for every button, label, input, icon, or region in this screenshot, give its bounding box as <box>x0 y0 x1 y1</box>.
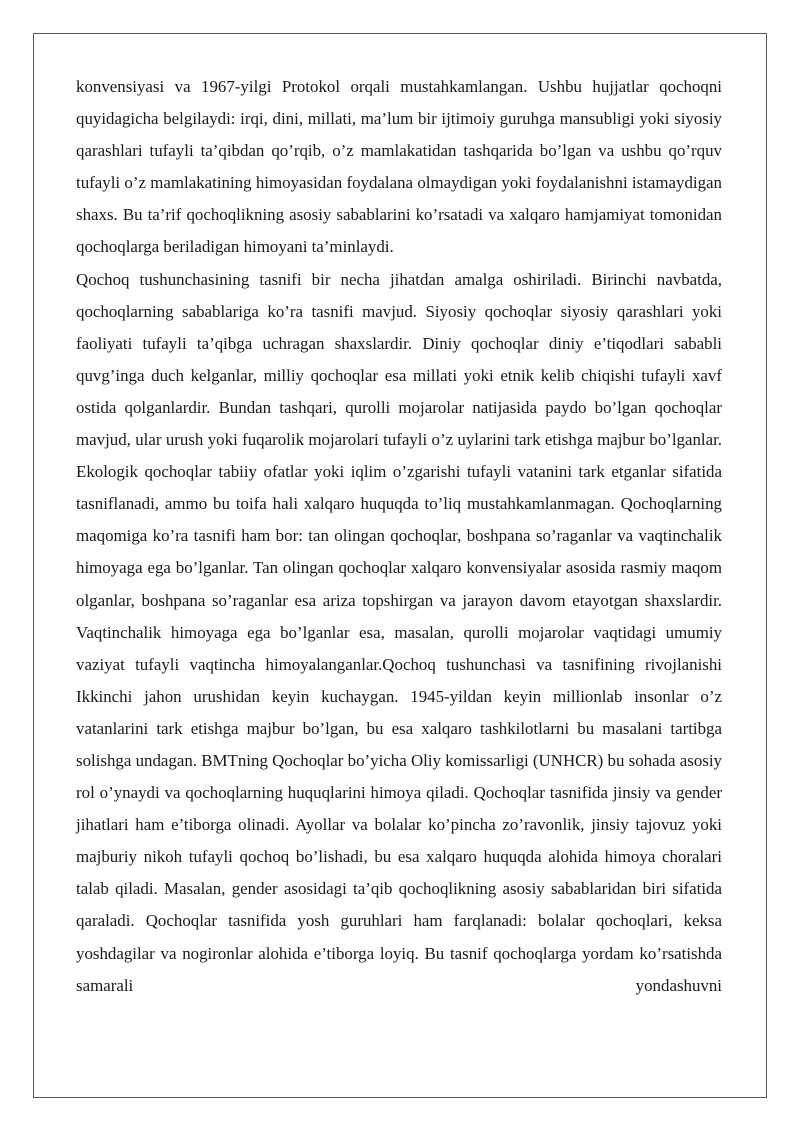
paragraph-1: konvensiyasi va 1967-yilgi Protokol orqali mustahkamlangan. Ushbu hujjatlar qochoqni quyidagicha belgilaydi: irqi, dini, millati, ma’lum bir ijtimoiy guruhga mansubligi yoki siyosiy qarashlari tufayli ta’qibdan qo’rqib, o’z mamlakatidan tashqarida bo’lgan va ushbu qo’rquv tufayli o’z mamlakatining himoyasidan foydalana olmaydigan yoki foydalanishni istamaydigan shaxs. Bu ta’rif qochoqlikning asosiy sabablarini ko’rsatadi va xalqaro hamjamiyat tomonidan qochoqlarga beriladigan himoyani ta’minlaydi. <box>76 77 722 257</box>
paragraph-2: Qochoq tushunchasining tasnifi bir necha jihatdan amalga oshiriladi. Birinchi navbatda, qochoqlarning sabablariga ko’ra tasnifi mavjud. Siyosiy qochoqlar siyosiy qarashlari yoki faoliyati tufayli ta’qibga uchragan shaxslardir. Diniy qochoqlar diniy e’tiqodlari sababli quvg’inga duch kelganlar, milliy qochoqlar esa millati yoki etnik kelib chiqishi tufayli xavf ostida qolganlardir. Bundan tashqari, qurolli mojarolar natijasida paydo bo’lgan qochoqlar mavjud, ular urush yoki fuqarolik mojarolari tufayli o’z uylarini tark etishga majbur bo’lganlar. Ekologik qochoqlar tabiiy ofatlar yoki iqlim o’zgarishi tufayli vatanini tark etganlar sifatida tasniflanadi, ammo bu toifa hali xalqaro huquqda to’liq mustahkamlanmagan. Qochoqlarning maqomiga ko’ra tasnifi ham bor: tan olingan qochoqlar, boshpana so’raganlar va vaqtinchalik himoyaga ega bo’lganlar. Tan olingan qochoqlar xalqaro konvensiyalar asosida rasmiy maqom olganlar, boshpana so’raganlar esa ariza topshirgan va jarayon davom etayotgan shaxslardir. Vaqtinchalik himoyaga ega bo’lganlar esa, masalan, qurolli mojarolar vaqtidagi umumiy vaziyat tufayli vaqtincha himoyalanganlar.Qochoq tushunchasi va tasnifining rivojlanishi Ikkinchi jahon urushidan keyin kuchaygan. 1945-yildan keyin millionlab insonlar o’z vatanlarini tark etishga majbur bo’lgan, bu esa xalqaro tashkilotlarni bu masalani tartibga solishga undagan. BMTning Qochoqlar bo’yicha Oliy komissarligi (UNHCR) bu sohada asosiy rol o’ynaydi va qochoqlarning huquqlarini himoya qiladi. Qochoqlar tasnifida jinsiy va gender jihatlari ham e’tiborga olinadi. Ayollar va bolalar ko’pincha zo’ravonlik, jinsiy tajovuz yoki majburiy nikoh tufayli qochoq bo’lishadi, bu esa xalqaro huquqda alohida himoya choralari talab qiladi. Masalan, gender asosidagi ta’qib qochoqlikning asosiy sabablaridan biri sifatida qaraladi. Qochoqlar tasnifida yosh guruhlari ham farqlanadi: bolalar qochoqlari, keksa yoshdagilar va nogironlar alohida e’tiborga loyiq. Bu tasnif qochoqlarga yordam ko’rsatishda samarali yondashuvni <box>76 269 722 995</box>
document-body <box>76 71 722 1002</box>
